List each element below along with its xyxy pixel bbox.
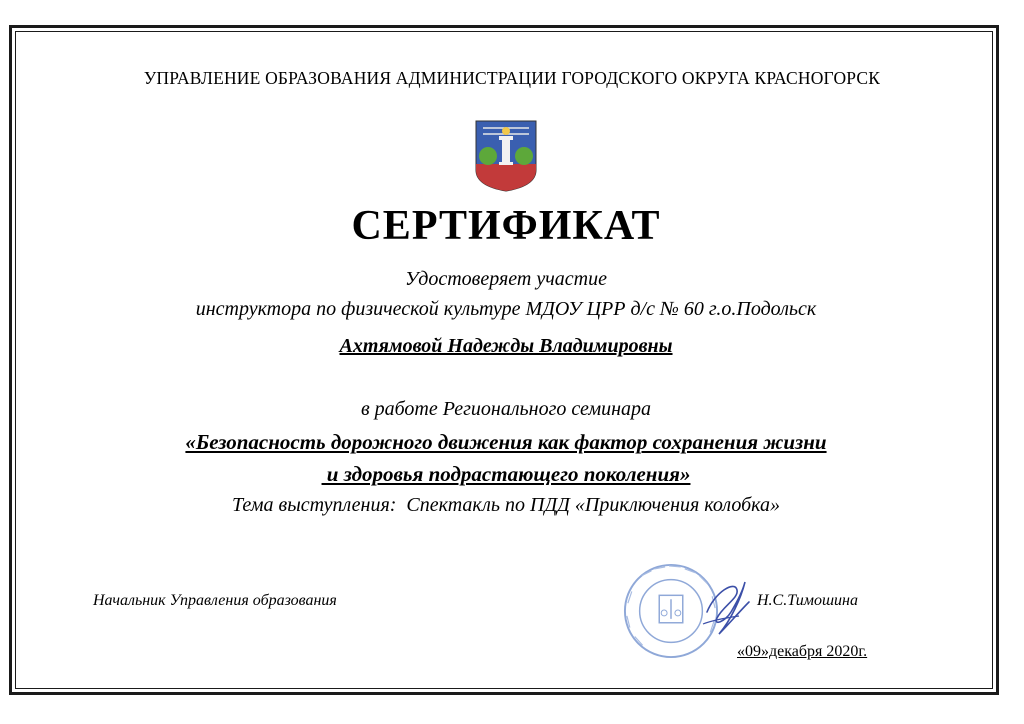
issue-date [737, 643, 867, 661]
signature-icon [695, 572, 755, 644]
seminar-title-line1 [0, 430, 1012, 455]
recipient-name [0, 335, 1012, 358]
seminar-title-line1-text: «Безопасность дорожного движения как фактор сохранения жизни [185, 430, 827, 454]
seminar-title-line2 [0, 462, 1012, 487]
event-intro: в работе Регионального семинара [360, 398, 652, 420]
seminar-title-line2-text: и здоровья подрастающего поколения» [321, 462, 691, 486]
issuing-authority: УПРАВЛЕНИЕ ОБРАЗОВАНИЯ АДМИНИСТРАЦИИ ГОРОДСКОГО ОКРУГА КРАСНОГОРСК [143, 68, 881, 88]
signatory-role: Начальник Управления образования [93, 592, 337, 609]
recipient-name-text: Ахтямовой Надежды Владимировны [339, 335, 673, 357]
issue-date-text: «09»декабря 2020г. [737, 643, 868, 660]
certifies-line: Удостоверяет участие [405, 268, 607, 290]
certificate-title: СЕРТИФИКАТ [351, 203, 661, 249]
position-line: инструктора по физической культуре МДОУ ЦРР д/с № 60 г.о.Подольск [195, 298, 817, 320]
coat-of-arms-icon [475, 120, 537, 192]
presentation-topic: Тема выступления: Спектакль по ПДД «Приключения колобка» [231, 494, 781, 516]
signatory-name: Н.С.Тимошина [757, 592, 858, 609]
